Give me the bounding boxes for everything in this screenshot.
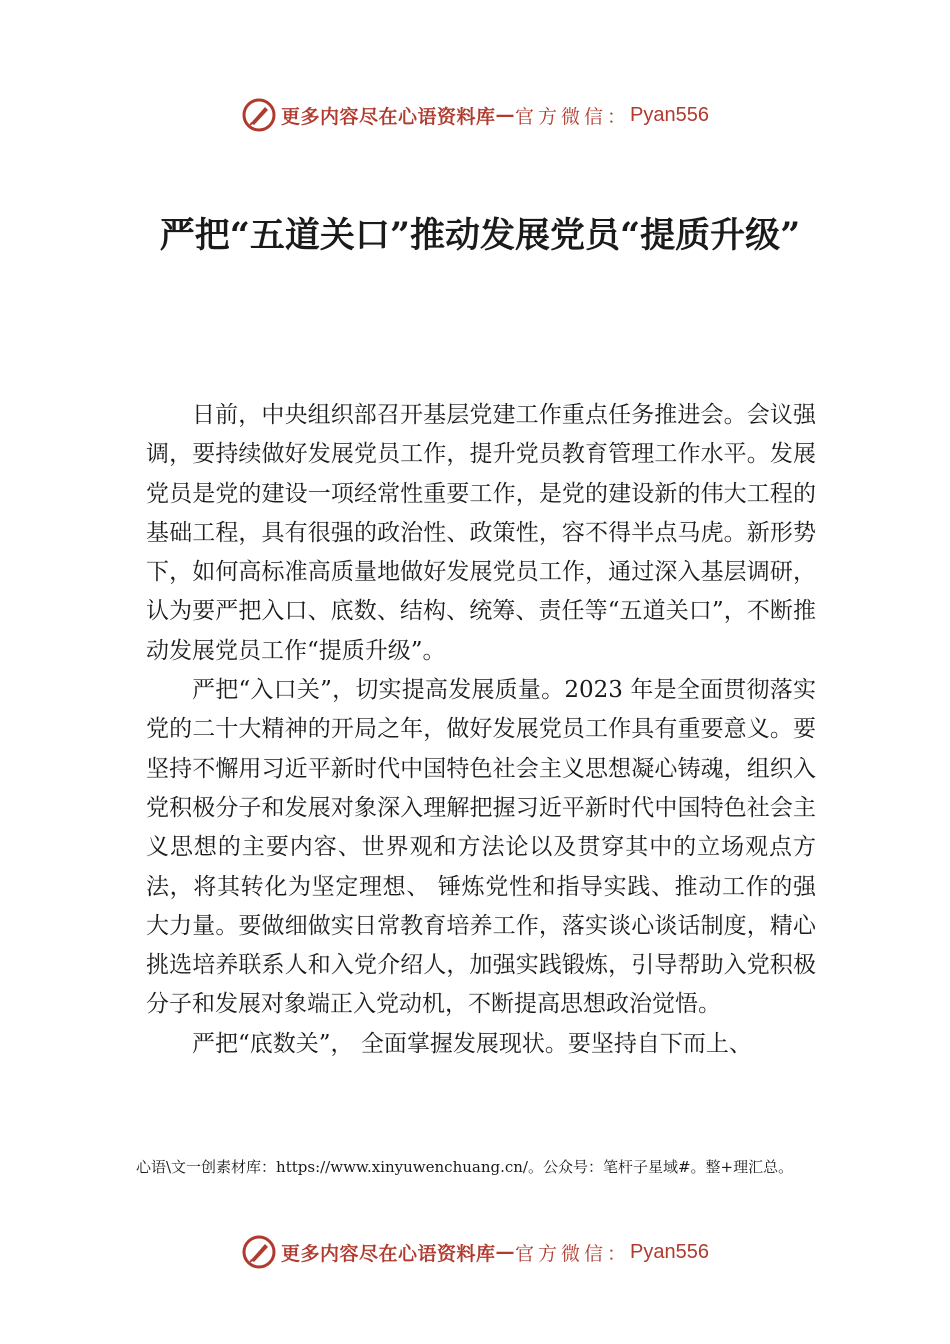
header-banner bbox=[0, 95, 950, 135]
brush-logo-icon bbox=[241, 1234, 277, 1270]
paragraph: 严把“底数关”， 全面掌握发展现状。要坚持自下而上、 bbox=[192, 1030, 752, 1057]
banner-dash: — bbox=[495, 104, 516, 126]
paragraph: 日前，中央组织部召开基层党建工作重点任务推进会。会议强调，要持续做好发展党员工作，提升党员教育管理工作水平。发展党员是党的建设一项经常性重要工作，是党的建设新的伟大工程的基础工程，具有很强的政治性、政策性，容不得半点马虎。新形势下，如何高标准高质量地做好发展党员工作，通过深入基层调研，认为要严把入口、底数、结构、统筹、责任等“五道关口”，不断推动发展党员工作“提质升级”。 bbox=[146, 402, 816, 664]
banner-text: 更多内容尽在心语资料库 bbox=[281, 105, 496, 128]
paragraph: 严把“入口关”，切实提高发展质量。2023 年是全面贯彻落实党的二十大精神的开局之年，做好发展党员工作具有重要意义。要坚持不懈用习近平新时代中国特色社会主义思想凝心铸魂，组织入党积极分子和发展对象深入理解把握习近平新时代中国特色社会主义思想的主要内容、世界观和方法论以及贯穿其中的立场观点方法，将其转化为坚定理想、 锤炼党性和指导实践、推动工作的强大力量。要做细做实日常教育培养工作，落实谈心谈话制度，精心挑选培养联系人和入党介绍人，加强实践锻炼，引导帮助入党积极分子和发展对象端正入党动机，不断提高思想政治觉悟。 bbox=[146, 677, 816, 1018]
wechat-id: Pyan556 bbox=[630, 1240, 709, 1263]
wechat-id: Pyan556 bbox=[630, 103, 709, 126]
footer-banner bbox=[0, 1232, 950, 1272]
wechat-label: 官方微信： bbox=[515, 1242, 631, 1265]
article-title: 严把“五道关口”推动发展党员“提质升级” bbox=[159, 215, 801, 256]
banner-dash: — bbox=[495, 1241, 516, 1263]
source-note: 心语\文一创素材库：https://www.xinyuwenchuang.cn/。公众号：笔杆子星域#。整+理汇总。 bbox=[136, 1158, 794, 1176]
wechat-label: 官方微信： bbox=[515, 105, 631, 128]
article-body bbox=[146, 396, 816, 1064]
banner-text: 更多内容尽在心语资料库 bbox=[281, 1242, 496, 1265]
brush-logo-icon bbox=[241, 97, 277, 133]
